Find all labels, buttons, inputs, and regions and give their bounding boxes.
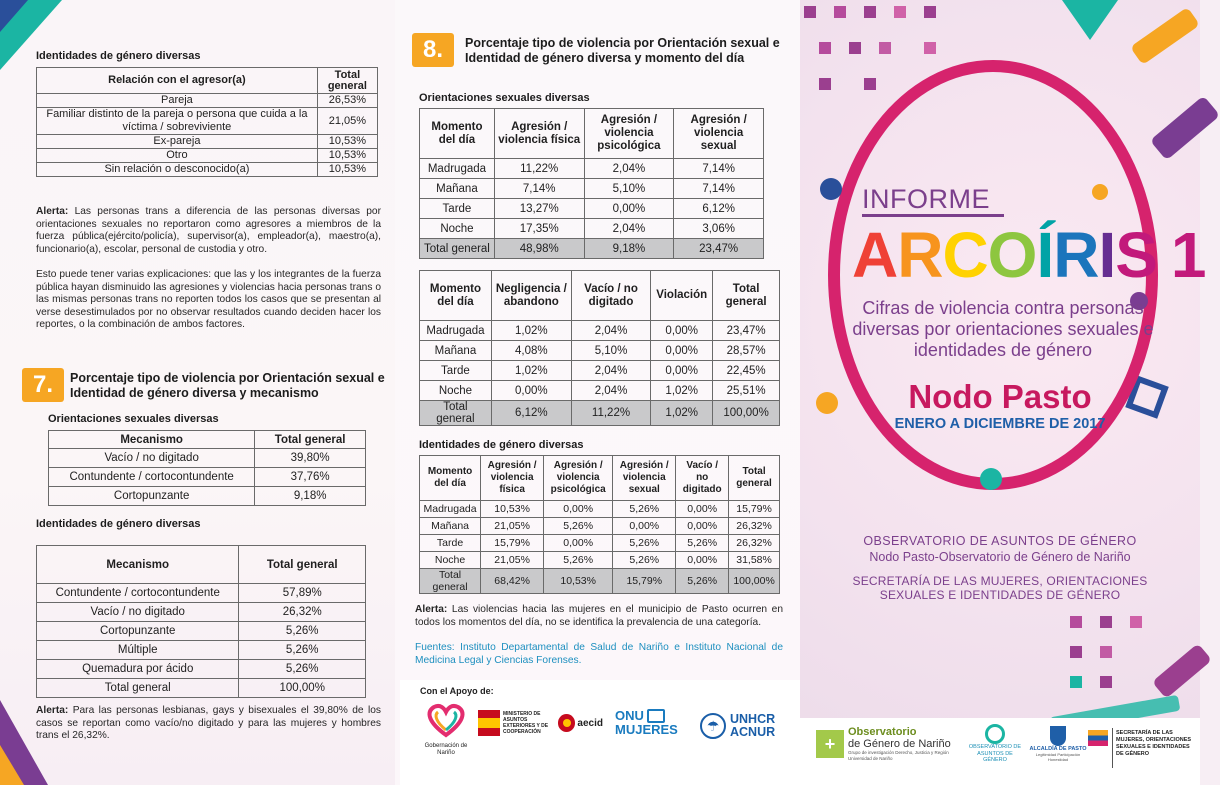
table-cell: 100,00% bbox=[713, 401, 780, 426]
obs-small: Grupo de investigación Derecho, Justicia y Región Universidad de Nariño bbox=[848, 750, 949, 761]
table-cell: Madrugada bbox=[420, 501, 481, 518]
heading-identidades: Identidades de género diversas bbox=[36, 50, 201, 62]
table-header-row bbox=[37, 68, 378, 94]
table-cell: Total general bbox=[37, 679, 239, 698]
table-cell: 10,53% bbox=[317, 149, 377, 163]
alert-label: Alerta: bbox=[36, 206, 69, 217]
table-cell: Total general bbox=[420, 401, 492, 426]
table-mecanismo-identidades bbox=[36, 545, 366, 698]
decor-bar-purple bbox=[1150, 96, 1220, 161]
table-row bbox=[420, 341, 780, 361]
decor-bar-orange bbox=[1130, 7, 1200, 65]
decor-square bbox=[834, 6, 846, 18]
table-cell: 28,57% bbox=[713, 341, 780, 361]
column-header: Momento del día bbox=[420, 109, 495, 159]
decor-square bbox=[1070, 676, 1082, 688]
table-row bbox=[420, 381, 780, 401]
table-cell: Tarde bbox=[420, 199, 495, 219]
logo-ministerio bbox=[478, 708, 556, 738]
column-header: Total general bbox=[713, 271, 780, 321]
onu-label: ONU bbox=[615, 708, 644, 723]
decor-square bbox=[1100, 676, 1112, 688]
table-cell: 2,04% bbox=[584, 159, 674, 179]
table-total-row bbox=[420, 401, 780, 426]
table-total-row bbox=[420, 239, 764, 259]
table-momento-orient-b bbox=[419, 270, 780, 426]
cover-nodo: Nodo Pasto bbox=[908, 378, 1092, 415]
table-cell: 39,80% bbox=[255, 449, 366, 468]
section-title-7: Porcentaje tipo de violencia por Orientación sexual e Identidad de género diversa y mecanismo bbox=[70, 371, 385, 400]
table-cell: 0,00% bbox=[544, 535, 613, 552]
alert-text: Las personas trans a diferencia de las personas diversas por orientaciones sexuales no reportaron como agresores a miembros de la fuerza pública(ejército/policía), supervisor(a), empleador(a), maestro(a), funcionario(a), escolar, personal de custodia y otro. bbox=[36, 206, 381, 255]
table-row bbox=[49, 487, 366, 506]
alert-paragraph-8 bbox=[415, 604, 783, 629]
table-cell: 2,04% bbox=[571, 321, 651, 341]
table-cell: 10,53% bbox=[317, 135, 377, 149]
table-row bbox=[420, 321, 780, 341]
table-cell: 9,18% bbox=[255, 487, 366, 506]
alcaldia-label: ALCALDÍA DE PASTO bbox=[1029, 746, 1087, 752]
logo-unhcr bbox=[700, 706, 795, 746]
subheading-ident-8: Identidades de género diversas bbox=[419, 439, 584, 451]
table-relacion-agresor bbox=[36, 67, 378, 177]
table-cell: Múltiple bbox=[37, 641, 239, 660]
table-cell: 15,79% bbox=[729, 501, 780, 518]
panel-middle bbox=[395, 0, 800, 785]
arcoiris-letter: Í bbox=[1036, 219, 1054, 291]
table-cell: 5,26% bbox=[676, 569, 729, 594]
table-cell: 11,22% bbox=[571, 401, 651, 426]
table-cell: Ex-pareja bbox=[37, 135, 318, 149]
table-cell: 15,79% bbox=[481, 535, 544, 552]
table-row bbox=[37, 622, 366, 641]
column-header: Momento del día bbox=[420, 271, 492, 321]
table-row bbox=[37, 108, 378, 135]
table-cell: 21,05% bbox=[481, 518, 544, 535]
table-cell: 0,00% bbox=[651, 361, 713, 381]
table-cell: 23,47% bbox=[713, 321, 780, 341]
table-cell: Madrugada bbox=[420, 321, 492, 341]
table-row bbox=[420, 219, 764, 239]
table-cell: Quemadura por ácido bbox=[37, 660, 239, 679]
table-cell: 21,05% bbox=[481, 552, 544, 569]
cover-period: ENERO A DICIEMBRE DE 2017 bbox=[894, 416, 1106, 432]
table-cell: 5,26% bbox=[676, 535, 729, 552]
decor-dot bbox=[980, 468, 1002, 490]
section-title-8: Porcentaje tipo de violencia por Orientación sexual e Identidad de género diversa y momento del día bbox=[465, 36, 780, 65]
table-row bbox=[37, 163, 378, 177]
table-cell: 1,02% bbox=[651, 401, 713, 426]
decor-square bbox=[1070, 646, 1082, 658]
table-cell: Otro bbox=[37, 149, 318, 163]
column-header: Agresión / violencia psicológica bbox=[584, 109, 674, 159]
table-row bbox=[37, 149, 378, 163]
heart-logo-icon bbox=[422, 702, 470, 738]
column-header: Total general bbox=[729, 456, 780, 501]
support-logos-box bbox=[400, 680, 800, 785]
column-header: Total general bbox=[239, 546, 366, 584]
table-cell: 21,05% bbox=[317, 108, 377, 135]
table-cell: 5,26% bbox=[239, 622, 366, 641]
cover-nodo-line: Nodo Pasto-Observatorio de Género de Nariño bbox=[869, 550, 1131, 564]
table-cell: Tarde bbox=[420, 361, 492, 381]
table-row bbox=[420, 552, 780, 569]
table-cell: 26,32% bbox=[729, 518, 780, 535]
support-label: Con el Apoyo de: bbox=[420, 686, 494, 696]
table-cell: 100,00% bbox=[239, 679, 366, 698]
acnur-label: ACNUR bbox=[730, 725, 776, 739]
table-cell: 5,26% bbox=[239, 660, 366, 679]
table-cell: 2,04% bbox=[571, 361, 651, 381]
table-cell: 5,26% bbox=[544, 518, 613, 535]
column-header: Agresión / violencia sexual bbox=[674, 109, 764, 159]
obs2-label: OBSERVATORIO DE ASUNTOS DE GÉNERO bbox=[968, 744, 1022, 763]
table-cell: 1,02% bbox=[491, 361, 571, 381]
explain-paragraph: Esto puede tener varias explicaciones: que las y los integrantes de la fuerza pública hayan disminuido las agresiones y violencias hacia personas trans o las mismas personas trans no reporten todos los casos que se presentan al verse desestimulados por no observar resultados cuando deciden hacer los reportes, o la combinación de ambos factores. bbox=[36, 269, 381, 331]
table-cell: 10,53% bbox=[544, 569, 613, 594]
table-cell: 5,26% bbox=[239, 641, 366, 660]
obs2-circle-icon bbox=[985, 724, 1005, 744]
decor-square bbox=[804, 6, 816, 18]
arcoiris-letter: A bbox=[852, 219, 898, 291]
alert-label-8: Alerta: bbox=[415, 604, 448, 615]
decor-underline bbox=[862, 214, 1004, 217]
table-row bbox=[420, 501, 780, 518]
panel-cover bbox=[800, 0, 1206, 785]
table-cell: 7,14% bbox=[674, 159, 764, 179]
table-cell: 37,76% bbox=[255, 468, 366, 487]
flag-icon bbox=[1088, 730, 1108, 746]
cover-observatorio: OBSERVATORIO DE ASUNTOS DE GÉNERO bbox=[863, 534, 1137, 548]
arcoiris-letter: S bbox=[1115, 219, 1157, 291]
table-cell: 9,18% bbox=[584, 239, 674, 259]
alert-label-7: Alerta: bbox=[36, 705, 69, 716]
spain-shield-icon bbox=[478, 710, 500, 736]
table-cell: Sin relación o desconocido(a) bbox=[37, 163, 318, 177]
table-momento-orient-a bbox=[419, 108, 764, 259]
table-cell: 0,00% bbox=[676, 552, 729, 569]
column-header: Total general bbox=[317, 68, 377, 94]
unhcr-emblem-icon: ☂ bbox=[700, 713, 726, 739]
alert-paragraph-7 bbox=[36, 705, 381, 743]
table-cell: 5,10% bbox=[571, 341, 651, 361]
table-cell: Vacío / no digitado bbox=[49, 449, 255, 468]
table-cell: 1,02% bbox=[651, 381, 713, 401]
table-cell: 5,26% bbox=[544, 552, 613, 569]
table-cell: 0,00% bbox=[651, 321, 713, 341]
table-cell: 2,04% bbox=[571, 381, 651, 401]
onu-emblem-icon bbox=[647, 709, 665, 723]
arcoiris-letter: O bbox=[987, 219, 1037, 291]
table-row bbox=[37, 135, 378, 149]
table-cell: 5,26% bbox=[613, 535, 676, 552]
table-cell: Contundente / cortocontundente bbox=[37, 584, 239, 603]
decor-bar-purple-2 bbox=[1152, 643, 1212, 698]
table-cell: 2,04% bbox=[584, 219, 674, 239]
column-header: Violación bbox=[651, 271, 713, 321]
cover-logos-strip bbox=[800, 718, 1200, 785]
cover-informe: INFORME bbox=[862, 184, 990, 214]
decor-triangle-cover-teal bbox=[1062, 0, 1118, 40]
alcaldia-shield-icon bbox=[1050, 726, 1066, 746]
arcoiris-letter: R bbox=[1053, 219, 1099, 291]
table-cell: 4,08% bbox=[491, 341, 571, 361]
table-row bbox=[49, 468, 366, 487]
decor-square bbox=[864, 6, 876, 18]
table-cell: 3,06% bbox=[674, 219, 764, 239]
table-cell: 10,53% bbox=[317, 163, 377, 177]
cover-arcoiris-title bbox=[852, 218, 1206, 292]
table-row bbox=[420, 535, 780, 552]
section-number-8: 8. bbox=[412, 33, 454, 67]
column-header: Total general bbox=[255, 431, 366, 449]
table-row bbox=[49, 449, 366, 468]
unhcr-label: UNHCR bbox=[730, 712, 776, 726]
table-cell: 6,12% bbox=[674, 199, 764, 219]
table-row bbox=[37, 641, 366, 660]
table-cell: Cortopunzante bbox=[49, 487, 255, 506]
arcoiris-letter: R bbox=[897, 219, 943, 291]
table-cell: 7,14% bbox=[674, 179, 764, 199]
decor-triangle-blue bbox=[0, 0, 28, 32]
table-cell: 0,00% bbox=[651, 341, 713, 361]
table-cell: 6,12% bbox=[491, 401, 571, 426]
table-cell: Mañana bbox=[420, 179, 495, 199]
table-header-row bbox=[49, 431, 366, 449]
decor-square bbox=[849, 42, 861, 54]
secretaria-small: SECRETARÍA DE LAS MUJERES, ORIENTACIONES SEXUALES E IDENTIDADES DE GÉNERO bbox=[1116, 730, 1192, 757]
decor-square bbox=[819, 78, 831, 90]
decor-square bbox=[879, 42, 891, 54]
table-row bbox=[37, 603, 366, 622]
table-cell: Mañana bbox=[420, 341, 492, 361]
table-cell: 22,45% bbox=[713, 361, 780, 381]
subheading-ident-7: Identidades de género diversas bbox=[36, 518, 201, 530]
logo-alcaldia bbox=[1028, 726, 1088, 762]
obs-title: Observatorio bbox=[848, 726, 917, 738]
table-row bbox=[420, 518, 780, 535]
column-header: Negligencia / abandono bbox=[491, 271, 571, 321]
table-cell: 1,02% bbox=[491, 321, 571, 341]
mujeres-label: MUJERES bbox=[615, 722, 678, 737]
observatorio-plus-icon: + bbox=[816, 730, 844, 758]
column-header: Momento del día bbox=[420, 456, 481, 501]
table-cell: Vacío / no digitado bbox=[37, 603, 239, 622]
table-cell: 0,00% bbox=[584, 199, 674, 219]
table-cell: 26,53% bbox=[317, 94, 377, 108]
table-cell: 11,22% bbox=[494, 159, 584, 179]
column-header: Mecanismo bbox=[49, 431, 255, 449]
table-cell: 0,00% bbox=[491, 381, 571, 401]
gob-narino-label: Gobernación de Nariño bbox=[424, 743, 468, 756]
table-cell: 68,42% bbox=[481, 569, 544, 594]
table-cell: 15,79% bbox=[613, 569, 676, 594]
decor-square bbox=[924, 42, 936, 54]
table-cell: 48,98% bbox=[494, 239, 584, 259]
column-header: Agresión / violencia psicológica bbox=[544, 456, 613, 501]
table-row bbox=[420, 159, 764, 179]
table-cell: Noche bbox=[420, 552, 481, 569]
decor-square bbox=[864, 78, 876, 90]
table-row bbox=[37, 679, 366, 698]
arcoiris-letter: I bbox=[1098, 219, 1116, 291]
logo-aecid bbox=[558, 710, 603, 736]
table-cell: 23,47% bbox=[674, 239, 764, 259]
table-header-row bbox=[420, 109, 764, 159]
table-cell: 26,32% bbox=[239, 603, 366, 622]
table-cell: 31,58% bbox=[729, 552, 780, 569]
table-header-row bbox=[420, 271, 780, 321]
table-row bbox=[420, 199, 764, 219]
column-header: Agresión / violencia física bbox=[481, 456, 544, 501]
table-header-row bbox=[420, 456, 780, 501]
table-cell: Total general bbox=[420, 239, 495, 259]
table-cell: 25,51% bbox=[713, 381, 780, 401]
logo-gobernacion-narino bbox=[422, 702, 470, 757]
table-momento-ident bbox=[419, 455, 780, 594]
cover-secretaria: SECRETARÍA DE LAS MUJERES, ORIENTACIONES SEXUALES E IDENTIDADES DE GÉNERO bbox=[852, 574, 1148, 602]
table-row bbox=[420, 361, 780, 381]
alert-text-7: Para las personas lesbianas, gays y bisexuales el 39,80% de los casos se reportan como vacío/no digitado y para las mujeres y hombres trans el 26,32%. bbox=[36, 705, 381, 742]
alcaldia-sub: Legitimidad Participación Honestidad bbox=[1035, 752, 1081, 762]
column-header: Agresión / violencia física bbox=[494, 109, 584, 159]
table-cell: 57,89% bbox=[239, 584, 366, 603]
decor-square bbox=[1100, 616, 1112, 628]
ministerio-label: MINISTERIO DE ASUNTOS EXTERIORES Y DE COOPERACIÓN bbox=[503, 711, 549, 735]
table-cell: 10,53% bbox=[481, 501, 544, 518]
table-cell: Noche bbox=[420, 219, 495, 239]
divider bbox=[1112, 728, 1113, 768]
section-number-7: 7. bbox=[22, 368, 64, 402]
decor-dot bbox=[1092, 184, 1108, 200]
logo-observatorio-narino bbox=[848, 726, 963, 761]
decor-square bbox=[1070, 616, 1082, 628]
subheading-orient-7: Orientaciones sexuales diversas bbox=[48, 413, 219, 425]
table-row bbox=[420, 179, 764, 199]
table-cell: 17,35% bbox=[494, 219, 584, 239]
decor-square bbox=[819, 42, 831, 54]
table-cell: Cortopunzante bbox=[37, 622, 239, 641]
logo-observatorio-genero bbox=[965, 724, 1025, 764]
table-header-row bbox=[37, 546, 366, 584]
aecid-circle-icon bbox=[558, 714, 575, 732]
table-cell: Tarde bbox=[420, 535, 481, 552]
panel-left bbox=[0, 0, 395, 785]
decor-square bbox=[924, 6, 936, 18]
obs-sub: de Género de Nariño bbox=[848, 738, 951, 750]
table-cell: Noche bbox=[420, 381, 492, 401]
table-cell: 13,27% bbox=[494, 199, 584, 219]
table-row bbox=[37, 660, 366, 679]
table-cell: 0,00% bbox=[676, 518, 729, 535]
arcoiris-letter: C bbox=[942, 219, 988, 291]
decor-square bbox=[1130, 616, 1142, 628]
table-cell: Madrugada bbox=[420, 159, 495, 179]
subheading-orient-8: Orientaciones sexuales diversas bbox=[419, 92, 590, 104]
table-total-row bbox=[420, 569, 780, 594]
table-cell: 5,26% bbox=[613, 501, 676, 518]
decor-square bbox=[894, 6, 906, 18]
table-cell: Familiar distinto de la pareja o persona que cuida a la víctima / sobreviviente bbox=[37, 108, 318, 135]
table-cell: Pareja bbox=[37, 94, 318, 108]
column-header: Vacío / no digitado bbox=[571, 271, 651, 321]
logo-onu-mujeres bbox=[615, 708, 690, 748]
cover-subtitle: Cifras de violencia contra personas diversas por orientaciones sexuales e identidades de género bbox=[852, 298, 1154, 360]
table-cell: 5,26% bbox=[613, 552, 676, 569]
table-cell: 7,14% bbox=[494, 179, 584, 199]
alert-paragraph-1 bbox=[36, 206, 381, 256]
decor-dot bbox=[820, 178, 842, 200]
table-row bbox=[37, 94, 378, 108]
table-cell: 5,10% bbox=[584, 179, 674, 199]
table-cell: 100,00% bbox=[729, 569, 780, 594]
decor-square bbox=[1100, 646, 1112, 658]
table-mecanismo-orientaciones bbox=[48, 430, 366, 506]
table-row bbox=[37, 584, 366, 603]
table-cell: 26,32% bbox=[729, 535, 780, 552]
decor-triangle-orange bbox=[0, 745, 24, 785]
alert-text-8: Las violencias hacia las mujeres en el municipio de Pasto ocurren en todos los momentos del día, no se identifica la prevalencia de una categoría. bbox=[415, 604, 783, 628]
aecid-label: aecid bbox=[577, 717, 603, 729]
table-cell: 0,00% bbox=[544, 501, 613, 518]
table-cell: Total general bbox=[420, 569, 481, 594]
table-cell: 0,00% bbox=[676, 501, 729, 518]
table-cell: Mañana bbox=[420, 518, 481, 535]
sources-text: Fuentes: Instituto Departamental de Salud de Nariño e Instituto Nacional de Medicina Legal y Ciencias Forenses. bbox=[415, 642, 783, 666]
table-cell: 0,00% bbox=[613, 518, 676, 535]
column-header: Agresión / violencia sexual bbox=[613, 456, 676, 501]
arcoiris-number: 1 bbox=[1170, 219, 1206, 291]
column-header: Vacío / no digitado bbox=[676, 456, 729, 501]
table-cell: Contundente / cortocontundente bbox=[49, 468, 255, 487]
column-header: Mecanismo bbox=[37, 546, 239, 584]
column-header: Relación con el agresor(a) bbox=[37, 68, 318, 94]
